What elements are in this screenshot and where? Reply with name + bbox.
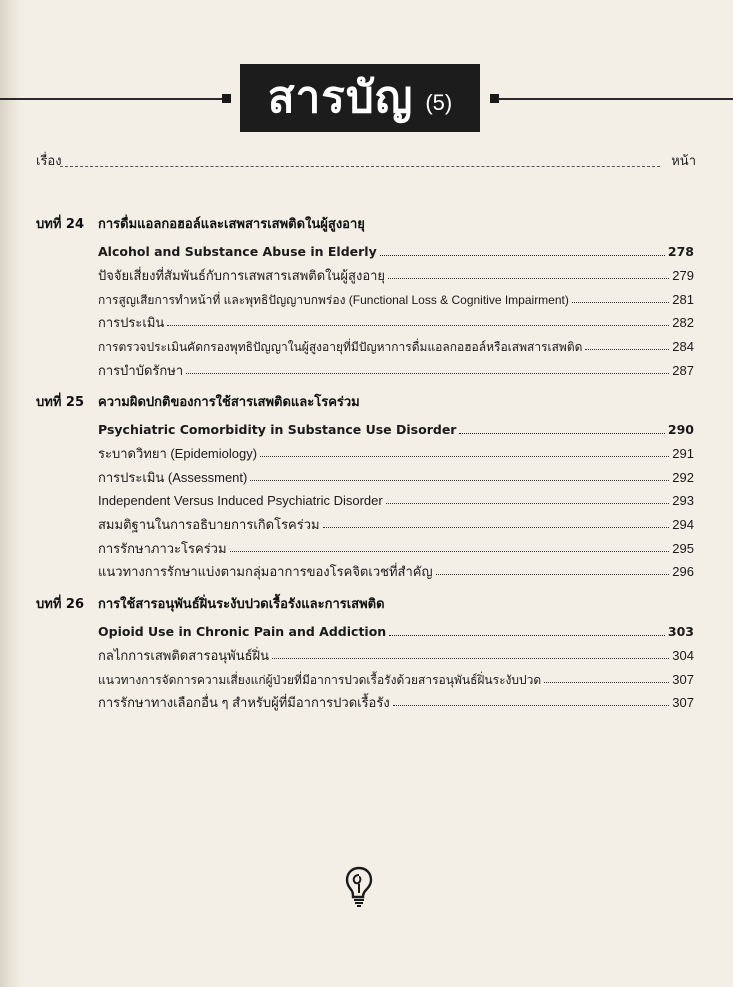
toc-entry-page: 290 [667,422,694,438]
toc-entry-title: ระบาดวิทยา (Epidemiology) [98,446,258,462]
toc-entry-title: การประเมิน [98,315,165,331]
chapter-number: บทที่ 24 [36,217,85,232]
toc-entry-title: การสูญเสียการทำหน้าที่ และพุทธิปัญญาบกพร่อง (Functional Loss & Cognitive Impairment) [98,292,569,307]
dot-leader [389,635,665,636]
header-divider [60,166,660,167]
toc-entry-page: 282 [672,315,694,331]
dot-leader [323,527,670,528]
toc-entry-page: 293 [672,493,694,509]
toc-entry[interactable] [98,641,694,665]
page-column-label: หน้า [671,154,696,169]
toc-entry[interactable] [98,308,694,332]
page-title-banner [240,64,480,132]
toc-entry-title: แนวทางการจัดการความเสี่ยงแก่ผู้ป่วยที่มีอาการปวดเรื้อรังด้วยสารอนุพันธ์ฝิ่นระงับปวด [98,672,542,687]
page-binding-shadow [0,0,22,987]
dot-leader [272,658,669,659]
page-number-roman: (5) [425,90,453,115]
chapter-heading [36,391,696,415]
chapter-title[interactable]: การใช้สารอนุพันธ์ฝิ่นระงับปวดเรื้อรังและการเสพติด [98,597,385,612]
toc-entry-page: 304 [672,648,694,664]
dot-leader [230,551,670,552]
toc-entry[interactable] [98,439,694,463]
dot-leader [459,433,664,434]
toc-entry-page: 279 [672,268,694,284]
dot-leader [572,302,669,303]
dot-leader [250,480,669,481]
toc-entry-page: 287 [672,362,694,378]
toc-entry-title: Independent Versus Induced Psychiatric Disorder [98,493,383,509]
toc-entry[interactable] [98,688,694,712]
dot-leader [585,349,669,350]
toc-entry-page: 291 [672,446,694,462]
toc-entry-title: กลไกการเสพติดสารอนุพันธ์ฝิ่น [98,648,270,664]
toc-entry[interactable] [98,486,694,510]
chapter-section [36,593,696,711]
dot-leader [544,682,669,683]
chapter-number: บทที่ 25 [36,395,85,410]
toc-entry-page: 295 [672,540,694,556]
page-title: สารบัญ [267,72,414,123]
toc-entry-title: แนวทางการรักษาแบ่งตามกลุ่มอาการของโรคจิตเวชที่สำคัญ [98,564,433,580]
toc-entry-page: 292 [672,469,694,485]
toc-entry-title: การบำบัดรักษา [98,362,184,378]
toc-entry-title: การประเมิน (Assessment) [98,469,248,485]
chapter-title[interactable]: การดื่มแอลกอฮอล์และเสพสารเสพติดในผู้สูงอายุ [98,217,365,232]
toc-entry[interactable] [98,664,694,688]
chapter-section [36,391,696,580]
title-rule-dot-left [222,94,231,103]
toc-entry-title: Alcohol and Substance Abuse in Elderly [98,244,377,260]
toc-entry[interactable] [98,284,694,308]
toc-column-header [36,150,696,174]
title-rule-right [498,98,733,100]
toc-entry[interactable] [98,509,694,533]
chapter-heading [36,593,696,617]
toc-entry[interactable] [98,237,694,261]
dot-leader [436,574,670,575]
toc-entry-title: การรักษาทางเลือกอื่น ๆ สำหรับผู้ที่มีอาการปวดเรื้อรัง [98,695,390,711]
dot-leader [386,503,670,504]
chapter-number: บทที่ 26 [36,597,85,612]
dot-leader [167,325,669,326]
toc-entry[interactable] [98,331,694,355]
toc-entry[interactable] [98,557,694,581]
toc-entry-title: ปัจจัยเสี่ยงที่สัมพันธ์กับการเสพสารเสพติดในผู้สูงอายุ [98,268,386,284]
toc-entry-title: Psychiatric Comorbidity in Substance Use Disorder [98,422,457,438]
chapter-section [36,213,696,379]
dot-leader [186,373,669,374]
dot-leader [380,255,665,256]
toc-entry-title: การตรวจประเมินคัดกรองพุทธิปัญญาในผู้สูงอายุที่มีปัญหาการดื่มแอลกอฮอล์หรือเสพสารเสพติด [98,339,583,354]
toc-entry[interactable] [98,617,694,641]
toc-entry-title: Opioid Use in Chronic Pain and Addiction [98,624,387,640]
toc-entry-page: 281 [672,291,694,307]
topic-column-label: เรื่อง [36,154,62,169]
head-lightbulb-icon [344,866,374,908]
toc-entry[interactable] [98,462,694,486]
toc-entry-page: 307 [672,695,694,711]
toc-entry-page: 278 [667,244,694,260]
toc-entry-page: 296 [672,564,694,580]
toc-entry-page: 303 [667,624,694,640]
toc-entry[interactable] [98,533,694,557]
dot-leader [388,278,669,279]
toc-entry-title: สมมติฐานในการอธิบายการเกิดโรคร่วม [98,516,320,532]
toc-entry-page: 284 [672,338,694,354]
toc-entry[interactable] [98,415,694,439]
dot-leader [260,456,669,457]
chapter-title[interactable]: ความผิดปกติของการใช้สารเสพติดและโรคร่วม [98,395,360,410]
dot-leader [393,705,670,706]
toc-entry[interactable] [98,261,694,285]
toc-entry-page: 307 [672,671,694,687]
chapter-heading [36,213,696,237]
toc-entry-title: การรักษาภาวะโรคร่วม [98,540,227,556]
title-rule-left [0,98,222,100]
toc-entry[interactable] [98,355,694,379]
toc-entry-page: 294 [672,516,694,532]
